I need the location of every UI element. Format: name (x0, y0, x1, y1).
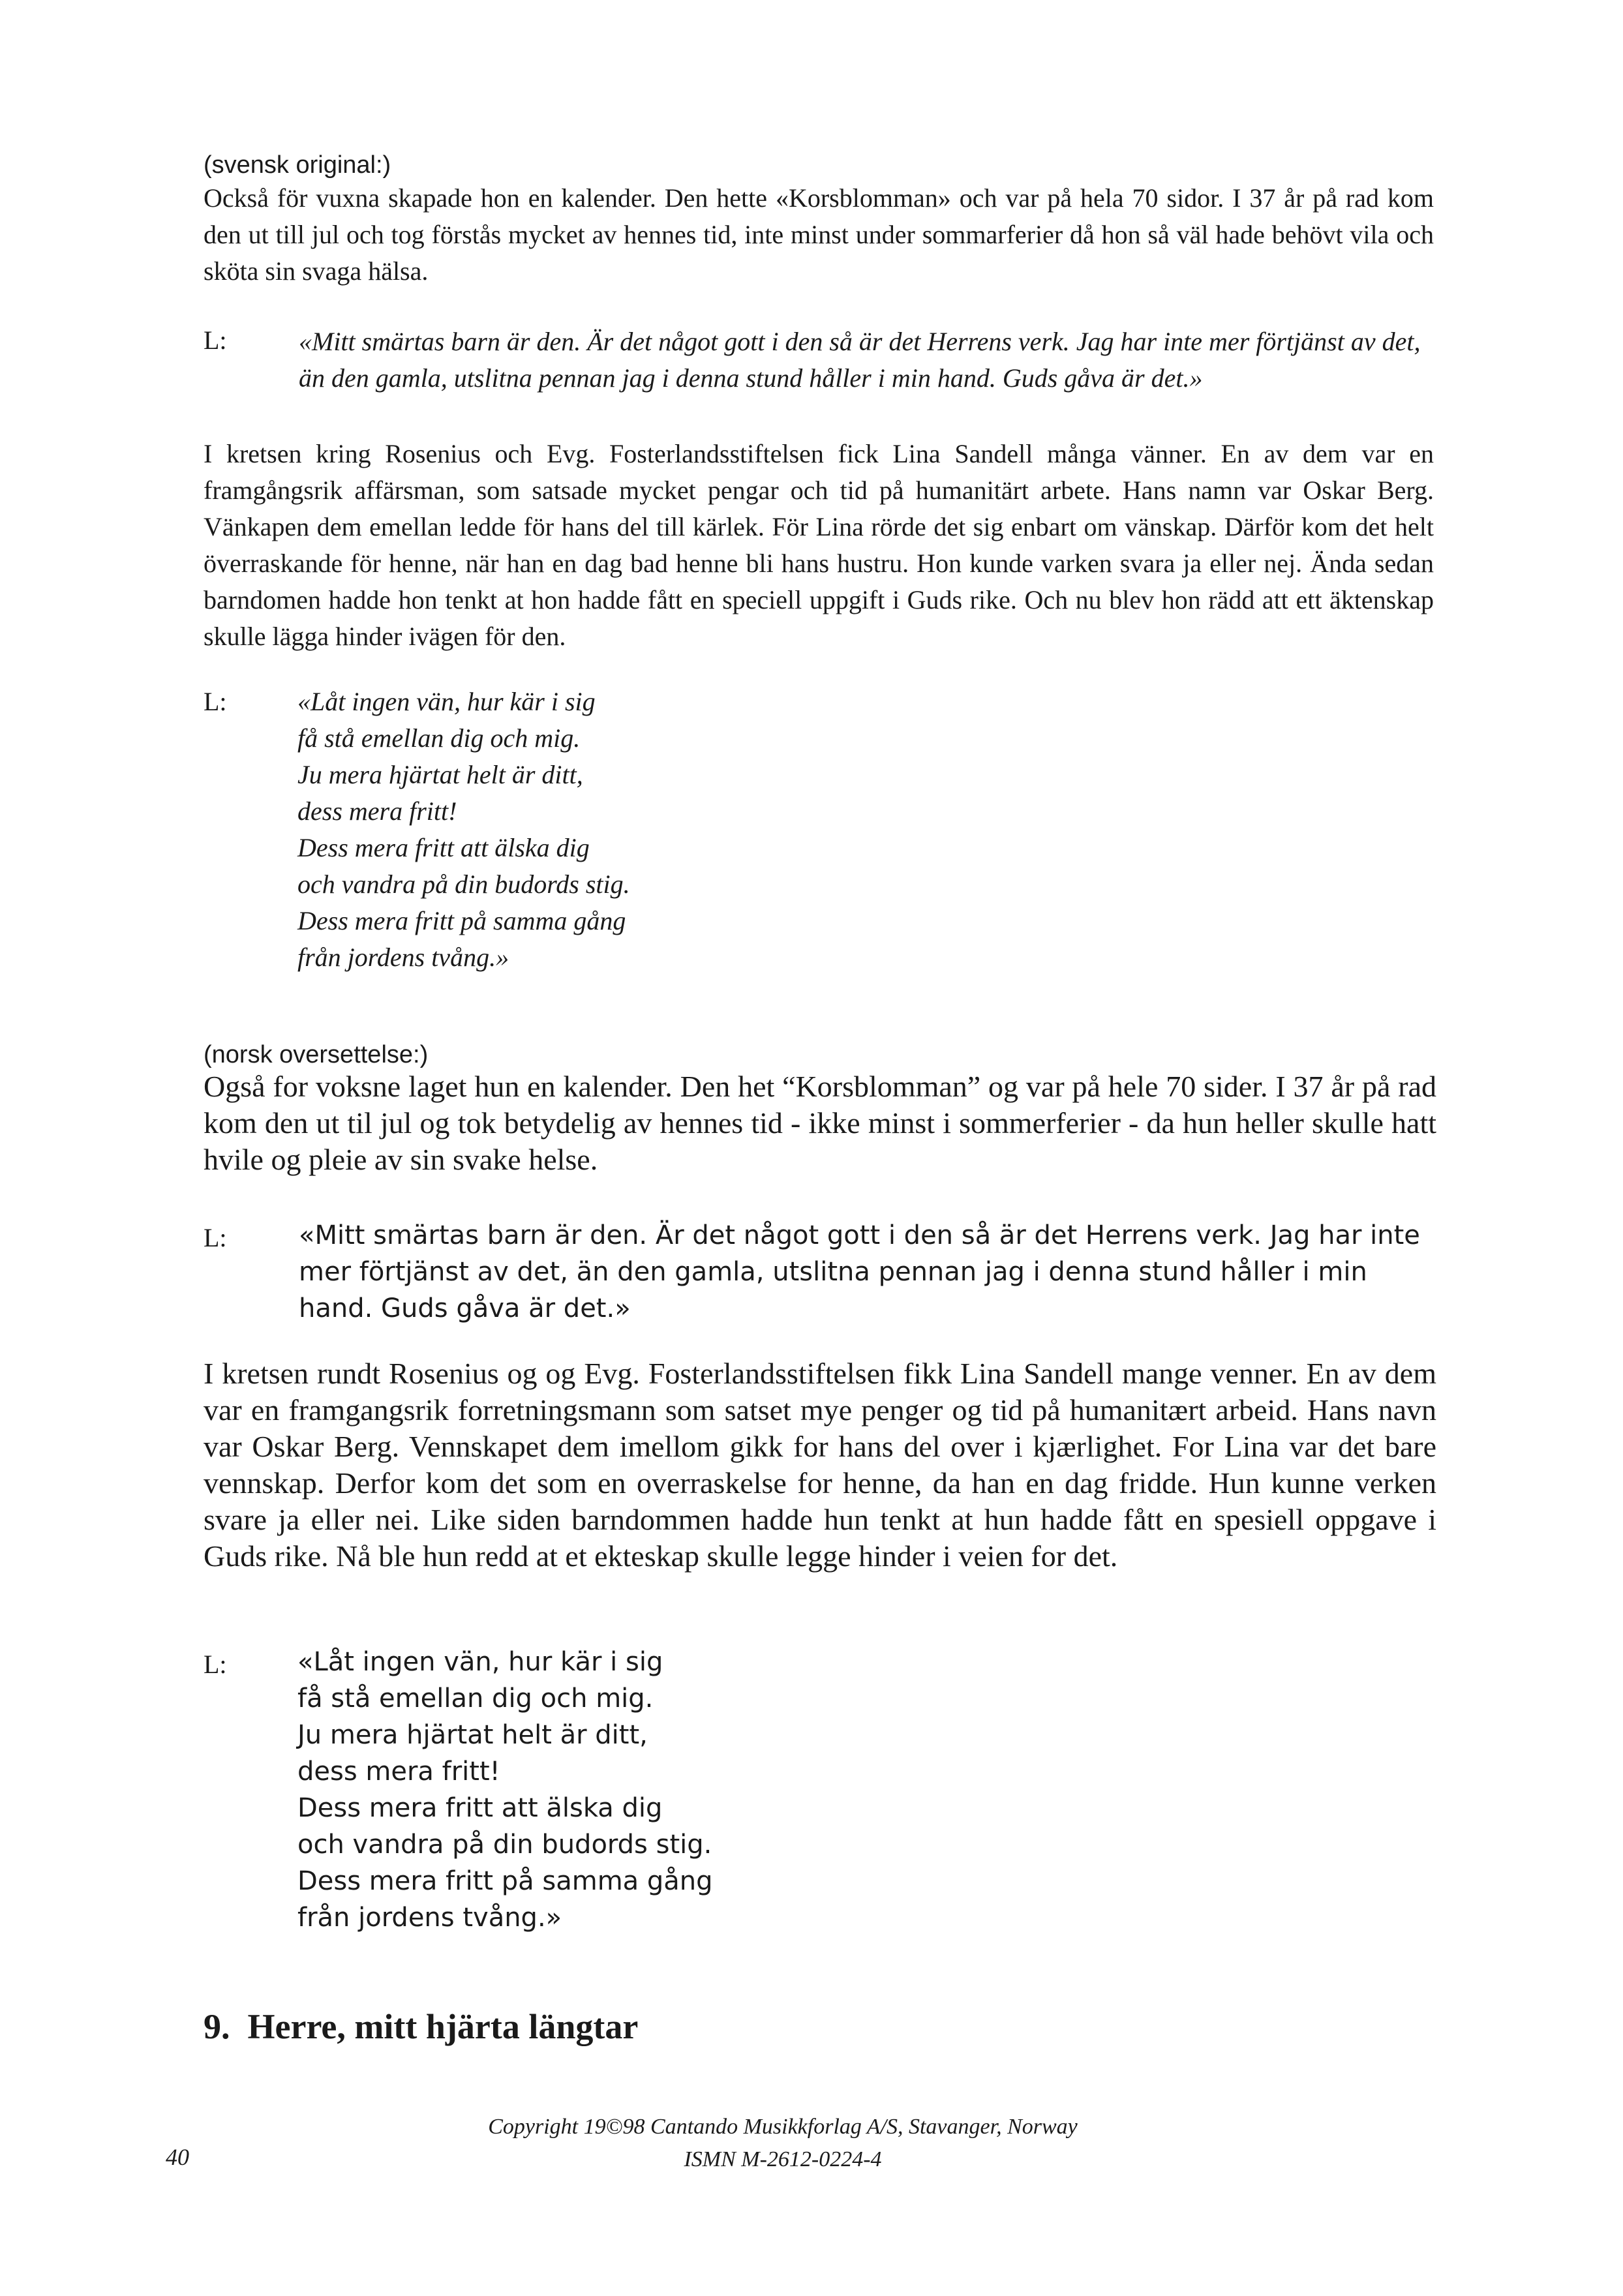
poem-line: Dess mera fritt på samma gång (297, 1866, 713, 1896)
swedish-poem (297, 684, 630, 976)
norwegian-paragraph-1: Også for voksne laget hun en kalender. Den het “Korsblomman” og var på hele 70 sider. I 37 år på rad kom den ut til jul og tok betydelig av hennes tid - ikke minst i sommerferier - da hun heller skulle hatt hvile og pleie av sin svake helse. (204, 1070, 1436, 1176)
poem-line: dess mera fritt! (297, 1757, 500, 1787)
footer-credits (424, 2111, 1142, 2176)
poem-line: Dess mera fritt att älska dig (297, 833, 590, 862)
swedish-paragraph-2: I kretsen kring Rosenius och Evg. Fosterlandsstiftelsen fick Lina Sandell många vänner. En av dem var en framgångsrik affärsman, som satsade mycket pengar och tid på humanitärt arbete. Hans namn var Oskar Berg. Vänkapen dem emellan ledde för hans del till kärlek. För Lina rörde det sig enbart om vänskap. Därför kom det helt överraskande för henne, när han en dag bad henne bli hans hustru. Hon kunde varken svara ja eller nej. Ända sedan barndomen hadde hon tenkt at hon hadde fått en speciell uppgift i Guds rike. Och nu blev hon rädd att ett äktenskap skulle lägga hinder ivägen för den. (204, 439, 1434, 651)
poem-line: Ju mera hjärtat helt är ditt, (297, 760, 583, 789)
poem-line: få stå emellan dig och mig. (297, 1684, 654, 1714)
swedish-section-label: (svensk original:) (204, 151, 391, 179)
section-heading: 9. Herre, mitt hjärta längtar (204, 2007, 639, 2046)
ismn-line: ISMN M-2612-0224-4 (684, 2147, 882, 2171)
copyright-line: Copyright 19©98 Cantando Musikkforlag A/S, Stavanger, Norway (488, 2115, 1078, 2139)
poem-line: från jordens tvång.» (297, 1903, 562, 1933)
poem-line: och vandra på din budords stig. (297, 1830, 712, 1860)
swedish-quote-1-speaker: L: (204, 325, 227, 355)
norwegian-quote-1-speaker: L: (204, 1223, 227, 1252)
page-number: 40 (166, 2144, 189, 2170)
poem-line: «Låt ingen vän, hur kär i sig (297, 687, 596, 716)
norwegian-paragraph-2: I kretsen rundt Rosenius og og Evg. Fosterlandsstiftelsen fikk Lina Sandell mange venner. En av dem var en framgangsrik forretningsmann som satset mye penger og tid på humanitært arbeid. Hans navn var Oskar Berg. Vennskapet dem imellom gikk for hans del over i kjærlighet. For Lina var det bare vennskap. Derfor kom det som en overraskelse for henne, da han en dag fridde. Hun kunne verken svare ja eller nei. Like siden barndommen hadde hun tenkt at hun hadde fått en spesiell oppgave i Guds rike. Nå ble hun redd at et ekteskap skulle legge hinder i veien for det. (204, 1357, 1436, 1573)
poem-line: Dess mera fritt att älska dig (297, 1793, 663, 1823)
poem-line: dess mera fritt! (297, 796, 457, 826)
swedish-paragraph-1: Också för vuxna skapade hon en kalender. Den hette «Korsblomman» och var på hela 70 sidor. I 37 år på rad kom den ut till jul och tog förstås mycket av hennes tid, inte minst under sommarferier då hon så väl hade behövt vila och sköta sin svaga hälsa. (204, 183, 1434, 286)
swedish-quote-1-text: «Mitt smärtas barn är den. Är det något gott i den så är det Herrens verk. Jag har inte mer förtjänst av det, än den gamla, utslitna pennan jag i denna stund håller i min hand. Guds gåva är det.» (299, 327, 1421, 393)
poem-line: «Låt ingen vän, hur kär i sig (297, 1647, 663, 1677)
poem-line: få stå emellan dig och mig. (297, 723, 581, 753)
norwegian-quote-1-text: «Mitt smärtas barn är den. Är det något gott i den så är det Herrens verk. Jag har inte mer förtjänst av det, än den gamla, utslitna pennan jag i denna stund håller i min hand. Guds gåva är det.» (299, 1220, 1420, 1323)
swedish-poem-speaker: L: (204, 687, 227, 716)
poem-line: Dess mera fritt på samma gång (297, 906, 626, 935)
poem-line: Ju mera hjärtat helt är ditt, (297, 1720, 648, 1750)
norwegian-section-label: (norsk oversettelse:) (204, 1041, 429, 1068)
poem-line: och vandra på din budords stig. (297, 869, 630, 899)
norwegian-poem (297, 1644, 713, 1936)
poem-line: från jordens tvång.» (297, 943, 509, 972)
norwegian-poem-speaker: L: (204, 1650, 227, 1679)
